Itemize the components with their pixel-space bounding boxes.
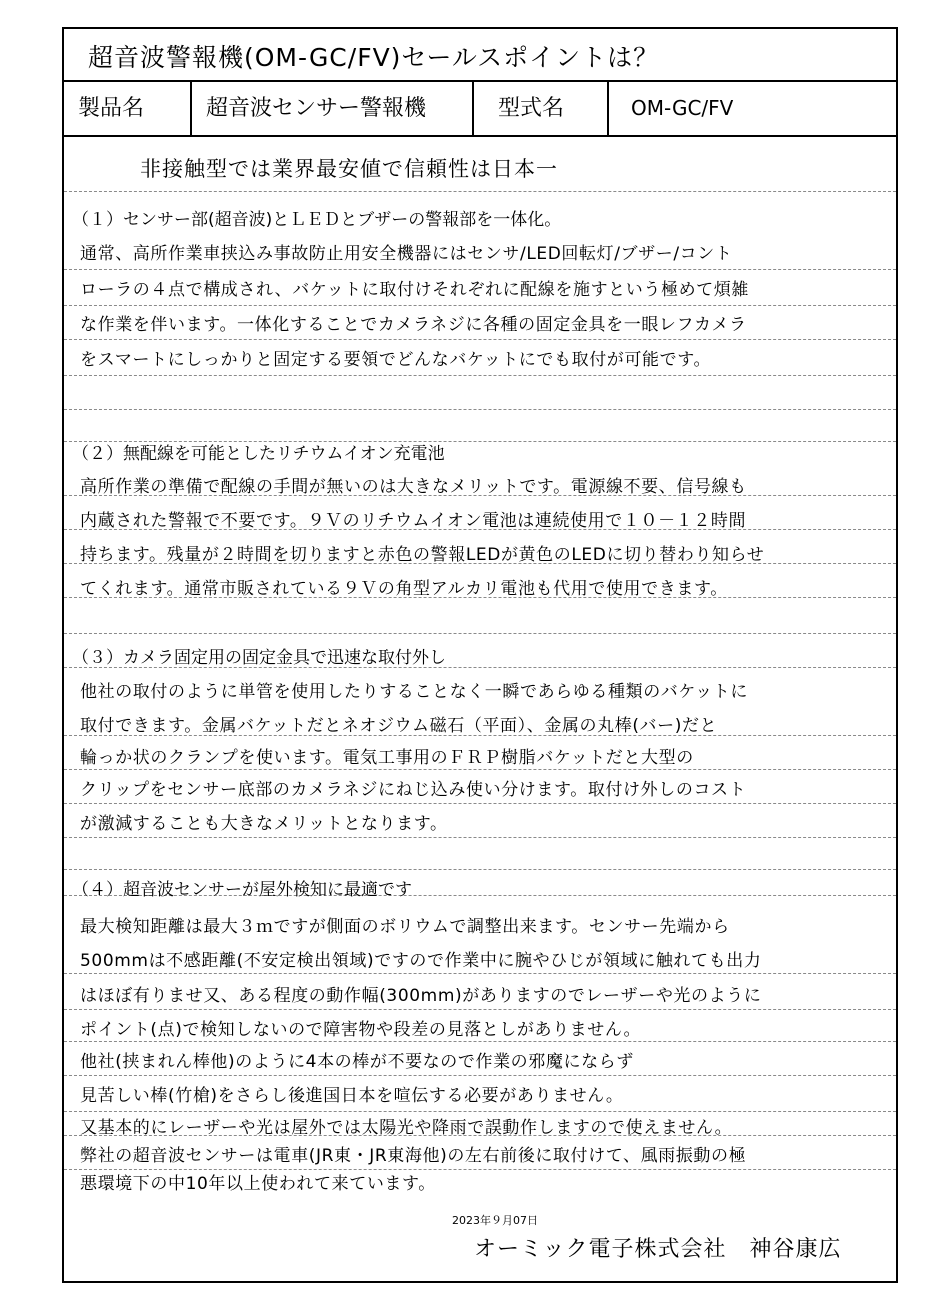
- ruled-line: [64, 633, 896, 634]
- ruled-line: [64, 269, 896, 270]
- section-2-line: 高所作業の準備で配線の手間が無いのは大きなメリットです。電源線不要、信号線も: [80, 477, 747, 497]
- section-3-line: 取付できます。金属バケットだとネオジウム磁石（平面）、金属の丸棒(バー)だと: [80, 716, 718, 736]
- section-4-line: 又基本的にレーザーや光は屋外では太陽光や降雨で誤動作しますので使えません。: [80, 1118, 733, 1138]
- ruled-line: [64, 409, 896, 410]
- model-label: 型式名: [474, 82, 609, 135]
- ruled-line: [64, 803, 896, 804]
- section-3-line: 他社の取付のように単管を使用したりすることなく一瞬であらゆる種類のバケットに: [80, 682, 748, 702]
- company-signature: オーミック電子株式会社 神谷康広: [474, 1237, 842, 1262]
- document-date: 2023年９月07日: [452, 1214, 538, 1227]
- section-1-heading: （１）センサー部(超音波)とＬＥＤとブザーの警報部を一体化。: [72, 210, 562, 230]
- section-4-line: はほぼ有りませ又、ある程度の動作幅(300mm)がありますのでレーザーや光のように: [80, 986, 762, 1006]
- ruled-line: [64, 375, 896, 376]
- section-4-line: 悪環境下の中10年以上使われて来ています。: [80, 1174, 436, 1194]
- ruled-line: [64, 1041, 896, 1042]
- section-1-line: ローラの４点で構成され、バケットに取付けそれぞれに配線を施すという極めて煩雑: [80, 280, 749, 300]
- ruled-line: [64, 837, 896, 838]
- section-4-line: 500mmは不感距離(不安定検出領域)ですので作業中に腕やひじが領域に触れても出力: [80, 951, 762, 971]
- ruled-line: [64, 1075, 896, 1076]
- ruled-line: [64, 973, 896, 974]
- section-3-line: が激減することも大きなメリットとなります。: [80, 814, 448, 834]
- ruled-line: [64, 1009, 896, 1010]
- model-value: OM-GC/FV: [631, 96, 734, 120]
- ruled-line: [64, 769, 896, 770]
- tagline: 非接触型では業界最安値で信頼性は日本一: [140, 157, 558, 181]
- section-2-line: てくれます。通常市販されている９Ｖの角型アルカリ電池も代用で使用できます。: [80, 579, 728, 599]
- document-title: 超音波警報機(OM-GC/FV)セールスポイントは？: [88, 43, 660, 72]
- section-4-line: ポイント(点)で検知しないので障害物や段差の見落としがありません。: [80, 1020, 642, 1040]
- section-3-line: クリップをセンサー底部のカメラネジにねじ込み使い分けます。取付け外しのコスト: [80, 780, 747, 800]
- section-2-line: 持ちます。残量が２時間を切りますと赤色の警報LEDが黄色のLEDに切り替わり知らせ: [80, 545, 765, 565]
- section-4-line: 弊社の超音波センサーは電車(JR東・JR東海他)の左右前後に取付けて、風雨振動の極: [80, 1146, 747, 1166]
- ruled-line: [64, 1111, 896, 1112]
- section-2-heading: （２）無配線を可能としたリチウムイオン充電池: [72, 444, 445, 464]
- section-1-line: をスマートにしっかりと固定する要領でどんなバケットにでも取付が可能です。: [80, 350, 712, 370]
- title-row: [64, 29, 896, 82]
- product-name-label: 製品名: [64, 82, 192, 135]
- section-4-line: 見苦しい棒(竹槍)をさらし後進国日本を喧伝する必要がありません。: [80, 1086, 624, 1106]
- section-3-line: 輪っか状のクランプを使います。電気工事用のＦＲＰ樹脂バケットだと大型の: [80, 748, 694, 768]
- ruled-line: [64, 305, 896, 306]
- product-info-row: [64, 82, 896, 137]
- section-4-line: 他社(挟まれん棒他)のように4本の棒が不要なので作業の邪魔にならず: [80, 1052, 634, 1072]
- ruled-line: [64, 339, 896, 340]
- ruled-line: [64, 869, 896, 870]
- section-2-line: 内蔵された警報で不要です。９Ｖのリチウムイオン電池は連続使用で１０－１２時間: [80, 511, 747, 531]
- section-1-line: な作業を伴います。一体化することでカメラネジに各種の固定金具を一眼レフカメラ: [80, 315, 747, 335]
- section-4-line: 最大検知距離は最大３ｍですが側面のボリウムで調整出来ます。センサー先端から: [80, 917, 730, 937]
- sales-points-document: [62, 27, 898, 1283]
- section-1-line: 通常、高所作業車挟込み事故防止用安全機器にはセンサ/LED回転灯/ブザー/コント: [80, 244, 733, 264]
- section-3-heading: （３）カメラ固定用の固定金具で迅速な取付外し: [72, 648, 446, 668]
- product-name-value: 超音波センサー警報機: [192, 82, 474, 135]
- ruled-line: [64, 191, 896, 192]
- section-4-heading: （４）超音波センサーが屋外検知に最適です: [72, 880, 412, 900]
